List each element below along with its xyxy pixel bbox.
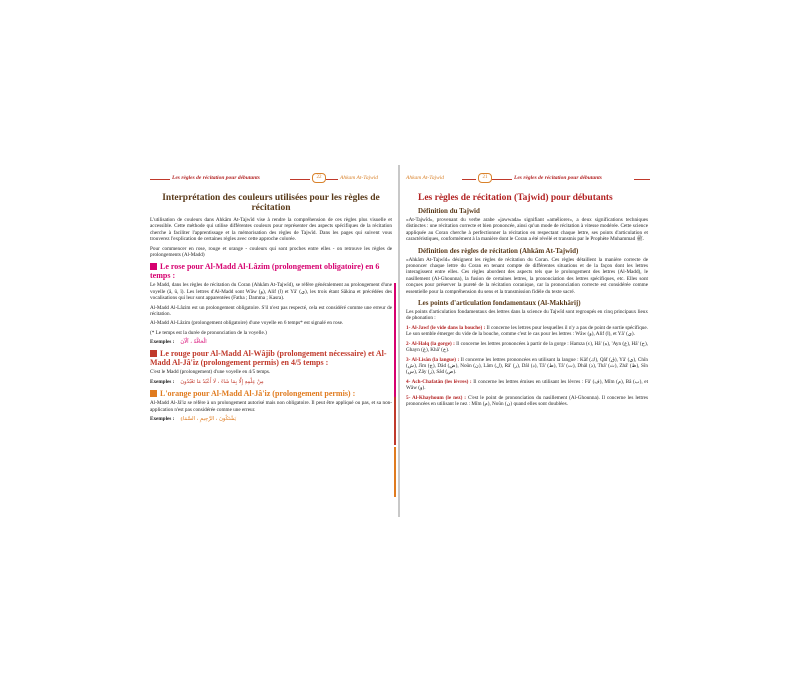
- examples-label: Exemples :: [150, 378, 175, 385]
- page-title: Interprétation des couleurs utilisées pour les règles de récitation: [162, 193, 380, 213]
- point-item: [406, 379, 648, 392]
- section-paragraph: (* Le temps est la durée de prononciation de la voyelle.): [150, 329, 267, 336]
- point-text: Il concerne les lettres émises en utilisant les lèvres : Fâ' (ف), Mîm (م), Bâ (ب), et Wâw (و).: [406, 378, 649, 392]
- intro-paragraph: L'utilisation de couleurs dans Ahkâm At-Tajwîd vise à rendre la compréhension de ces règles plus visuelle et accessible. Cette méthode qui utilise différentes couleurs pour représenter des aspects spécifiques de la récitation cherche à faciliter l'apprentissage et la mémorisation des règles de Tajwîd. Dans les pages qui suivent vous trouverez l'explication de certaines règles avec cette approche colorée.: [150, 217, 392, 243]
- points-intro: Les points d'articulation fondamentaux des lettres dans la science du Tajwîd sont regroupés en cinq principaux lieux de phonation :: [406, 309, 648, 322]
- point-label: 3- Al-Lisân (la langue) :: [406, 356, 460, 363]
- section-red: [150, 350, 392, 384]
- red-side-bar: [394, 397, 396, 445]
- section-paragraph: Al-Madd Al-Lâzim (prolongement obligatoire) d'une voyelle en 6 temps* est signalé en rose.: [150, 320, 344, 327]
- red-square-icon: [150, 350, 157, 357]
- point-label: 1- Al-Jawf (le vide dans la bouche) :: [406, 324, 486, 331]
- point-text: Il concerne les lettres pour lesquelles il n'y a pas de point de sortie spécifique. Le son semble émerger du vide de la bouche, comme c'est le cas pour les lettres : Wâw (و), Alif (ا), et Yâ' (ي).: [406, 324, 649, 338]
- left-page-header: [146, 173, 396, 185]
- header-book-name: Ahkam At-Tajwid: [340, 175, 379, 181]
- points-title: Les points d'articulation fondamentaux (Al-Makhârij): [418, 299, 581, 308]
- examples-arabic: الْحَاقَّةُ ، آلْآنَ: [180, 339, 207, 346]
- point-text: Il concerne les lettres prononcées à partir de la gorge : Hamza (ء), Hâ' (ه), 'Ayn (ع), Hâ' (ح), Ghayn (غ), Khâ' (خ).: [406, 340, 648, 354]
- header-book-title: Les règles de récitation pour débutants: [172, 175, 260, 181]
- section-heading: Le rouge pour Al-Madd Al-Wâjib (prolongement nécessaire) et Al-Madd Al-Jâ'iz (prolongement permis) en 4/5 temps :: [150, 349, 387, 367]
- point-label: 5- Al-Khayhoum (le nez) :: [406, 394, 467, 401]
- section-pink: [150, 263, 392, 345]
- page-number: 22: [312, 173, 326, 183]
- point-item: [406, 357, 648, 376]
- examples-label: Exemples :: [150, 339, 175, 346]
- section-heading: L'orange pour Al-Madd Al-Jâ'iz (prolongement permis) :: [160, 388, 356, 398]
- point-item: [406, 395, 648, 408]
- right-page: [402, 165, 652, 515]
- section-paragraph: Al-Madd Al-Lâzim est un prolongement obligatoire. S'il n'est pas respecté, cela est considéré comme une erreur de récitation.: [150, 304, 392, 318]
- section-orange: [150, 390, 392, 422]
- def-ahkam-paragraph: «Ahkâm At-Tajwîd» désignent les règles de récitation du Coran. Ces règles détaillent la manière correcte de prononcer chaque lettre du Coran en tenant compte de différentes situations et de la façon dont les lettres interagissent entre elles. Ces règles abordent des aspects tels que le prolongement des lettres (Al-Madd), le nasillement (Al-Ghounna), la fusion de certaines lettres, la prononciation des lettres spécifiques, etc. Elles sont conçues pour préserver la pureté de la récitation coranique, car la prononciation correcte est considérée comme essentielle pour la compréhension du sens et la transmission fidèle du texte sacré.: [406, 256, 648, 295]
- section-paragraph: Le Madd, dans les règles de récitation du Coran (Ahkâm At-Tajwîd), se réfère généralement au prolongement d'une voyelle (â, û, î). Les lettres d'Al-Madd sont Wâw (و), Alif (ا) et Yâ' (ي), les trois étant Sâkina et précédées des vocalisations qui leur sont apparentées (Fatha ; Damma ; Kasra).: [150, 282, 392, 302]
- page-number: 21: [478, 173, 492, 183]
- examples-label: Exemples :: [150, 416, 175, 422]
- left-page: [146, 165, 396, 515]
- intro-paragraph-2: Pour commencer en rose, rouge et orange - couleurs qui sont proches entre elles - on retrouve les règles de prolongements (Al-Madd): [150, 245, 392, 259]
- examples-arabic: يَشْتَكُونَ ، الرَّحِيمِ ، السَّمَاءِ: [180, 416, 237, 422]
- orange-side-bar: [394, 447, 396, 497]
- point-text: Il concerne les lettres prononcées en utilisant la langue : Kâf (ك), Qâf (ق), Yâ' (ي), Chîn (ش), Jîm (ج), Dâd (ض), Noûn (ن), Lâm (ل), Râ' (ر), Dâl (د), Tâ' (ط), Tâ' (ت), Dhâl (ذ), Thâ' (ث), Zhâ' (ظ), Sîn (س), Zây (ز), Sâd (ص).: [406, 356, 649, 376]
- point-label: 4- Ach-Chafatân (les lèvres) :: [406, 378, 472, 385]
- header-book-name: Ahkam At-Tajwid: [406, 175, 445, 181]
- section-paragraph: Al-Madd Al-Jâ'iz se réfère à un prolongement autorisé mais non obligatoire. Il peut être appliqué ou pas, et sa non-application n'est pas considérée comme une erreur.: [150, 400, 392, 413]
- def-tajwid-paragraph: «At-Tajwîd», provenant du verbe arabe «jawwada» signifiant «améliorer», a deux significations techniques distinctes : une récitation correcte et bien prononcée, ainsi qu'un mode de récitation à vitesse modérée. Cette science appliquée au Coran cherche à perfectionner la récitation en respectant chaque lettre, ses points d'articulation et caractéristiques, conformément à la manière dont le Coran a été révélé et transmis par le Prophète Muhammad ﷺ.: [406, 217, 648, 243]
- book-spine: [398, 165, 400, 517]
- section-heading: Le rose pour Al-Madd Al-Lâzim (prolongement obligatoire) en 6 temps :: [150, 262, 380, 280]
- orange-square-icon: [150, 390, 157, 397]
- examples-arabic: مِنْ عِلْمِهِ إِلَّا بِمَا شَاءَ ، لَا أَعْبُدُ مَا تَعْبُدُونَ: [180, 378, 264, 385]
- pink-square-icon: [150, 263, 157, 270]
- section-paragraph: C'est le Madd (prolongement) d'une voyelle en 4/5 temps.: [150, 369, 271, 376]
- page-title: Les règles de récitation (Tajwid) pour débutants: [418, 193, 613, 203]
- point-item: [406, 325, 648, 338]
- point-label: 2- Al-Halq (la gorge) :: [406, 340, 455, 347]
- right-page-header: [402, 173, 652, 185]
- def-ahkam-title: Définition des règles de récitation (Ahkâm At-Tajwîd): [418, 246, 579, 255]
- point-item: [406, 341, 648, 354]
- point-text: C'est le point de prononciation du nasillement (Al-Ghounna). Il concerne les lettres prononcées en utilisant le nez : Mîm (م), Noûn (ن) quand elles sont doublées.: [406, 394, 648, 407]
- header-book-title: Les règles de récitation pour débutants: [514, 175, 602, 181]
- def-tajwid-title: Définition du Tajwid: [418, 207, 480, 215]
